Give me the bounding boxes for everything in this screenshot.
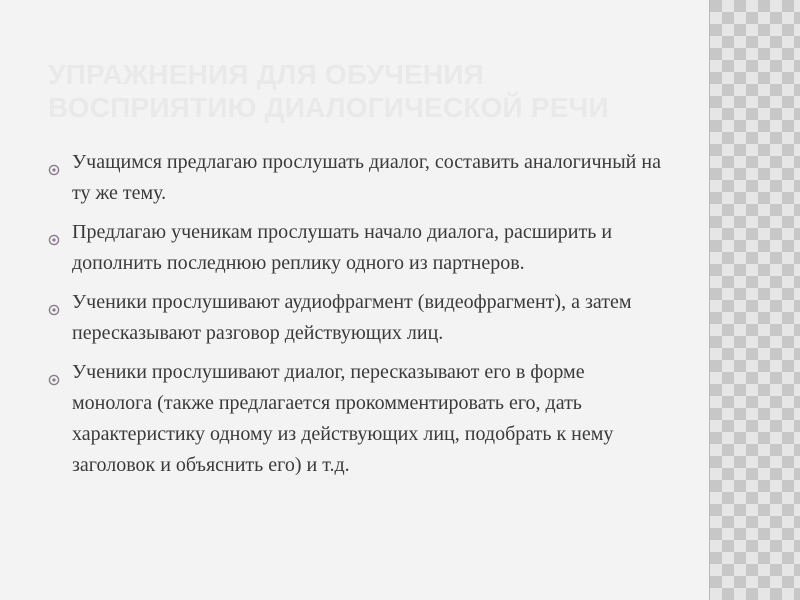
bullet-text: Учащимся предлагаю прослушать диалог, составить аналогичный на ту же тему. — [72, 151, 661, 204]
circle-bullet-icon — [48, 295, 60, 307]
bullet-text: Ученики прослушивают аудиофрагмент (видеофрагмент), а затем пересказывают разговор действующих лиц. — [72, 291, 632, 344]
circle-bullet-icon — [48, 155, 60, 167]
bullet-text: Предлагаю ученикам прослушать начало диалога, расширить и дополнить последнюю реплику одного из партнеров. — [72, 221, 613, 274]
bullet-text: Ученики прослушивают диалог, пересказывают его в форме монолога (также предлагается прокомментировать его, дать характеристику одному из действующих лиц, подобрать к нему заголовок и объяснить его) и т.д. — [72, 361, 614, 476]
slide-title: УПРАЖНЕНИЯ ДЛЯ ОБУЧЕНИЯ ВОСПРИЯТИЮ ДИАЛОГИЧЕСКОЙ РЕЧИ — [48, 59, 609, 123]
bullet-item — [48, 287, 668, 349]
circle-bullet-icon — [48, 225, 60, 237]
bullet-item — [48, 147, 668, 209]
bullet-item — [48, 357, 668, 481]
decorative-side-pattern — [709, 0, 800, 600]
bullet-list — [48, 147, 668, 489]
bullet-item — [48, 217, 668, 279]
circle-bullet-icon — [48, 365, 60, 377]
